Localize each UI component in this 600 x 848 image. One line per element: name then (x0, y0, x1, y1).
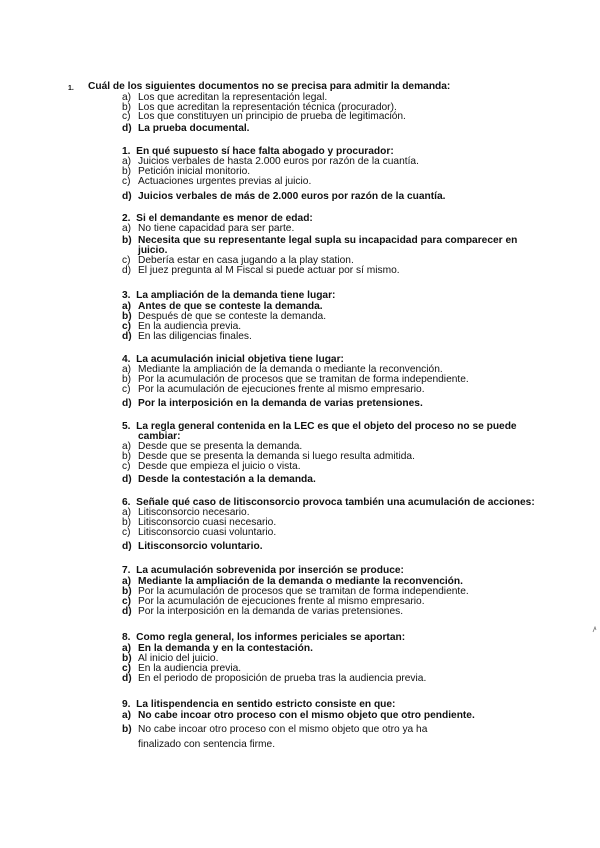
question-text: 8. Como regla general, los informes periciales se aportan: (122, 632, 406, 643)
exam-page: 1. Cuál de los siguientes documentos no se precisa para admitir la demanda: a) Los que acreditan la representación legal. b) Los que acreditan la representación técnica (procurador). c) Los que constituyen un principio de prueba de legitimación. d) La prueba documental. 1. En qué supuesto sí hace falta abogado y procurador: a) Juicios verbales de hasta 2.000 euros por razón de la cuantía. b) Petición inicial monitorio. c) Actuaciones urgentes previas al juicio. d) Juicios verbales de más de 2.000 euros por razón de la cuantía. 2. Si el demandante es menor de edad: a) No tiene capacidad para ser parte. b) Necesita que su representante legal supla su incapacidad para comparecer en juicio. c) Debería estar en casa jugando a la play station. d) El juez pregunta al M Fiscal si puede actuar por sí mismo. 3. La ampliación de la demanda tiene lugar: a) Antes de que se conteste la demanda. b) Después de que se conteste la demanda. c) En la audiencia previa. d) En las diligencias finales. 4. La acumulación inicial objetiva tiene lugar: a) Mediante la ampliación de la demanda o mediante la reconvención. b) Por la acumulación de procesos que se tramitan de forma independiente. c) Por la acumulación de ejecuciones frente al mismo empresario. d) Por la interposición en la demanda de varias pretensiones. 5. La regla general contenida en la LEC es que el objeto del proceso no se puede cambiar: a) Desde que se presenta la demanda. b) Desde que se presenta la demanda si luego resulta admitida. c) Desde que empieza el juicio o vista. d) Desde la contestación a la demanda. 6. Señale qué caso de litisconsorcio provoca también una acumulación de acciones: a) Litisconsorcio necesario. b) Litisconsorcio cuasi necesario. c) Litisconsorcio cuasi voluntario. d) Litisconsorcio voluntario. 7. La acumulación sobrevenida por inserción se produce: a) Mediante la ampliación de la demanda o mediante la reconvención. b) Por la acumulación de procesos que se tramitan de forma independiente. c) Por la acumulación de ejecuciones frente al mismo empresario. d) Por la interposición en la demanda de varias pretensiones. 8. Como regla general, los informes periciales se aportan: a) En la demanda y en la contestación. b) Al inicio del juicio. c) En la audiencia previa. d) En el periodo de proposición de prueba tras la audiencia previa. 9. La litispendencia en sentido estricto consiste en que: a) No cabe incoar otro proceso con el mismo objeto que otro pendiente. b) No cabe incoar otro proceso con el mismo objeto que otro ya ha finalizado con sentencia firme. (0, 0, 600, 848)
option-b-wrap: juicio. (138, 245, 168, 256)
question-text: 2. Si el demandante es menor de edad: (122, 213, 313, 224)
question-text: 4. La acumulación inicial objetiva tiene lugar: (122, 354, 344, 365)
question-text-cont: cambiar: (138, 431, 181, 442)
question-text: 9. La litispendencia en sentido estricto consiste en que: (122, 699, 396, 710)
scan-mark-icon (592, 626, 597, 633)
question-text: Cuál de los siguientes documentos no se precisa para admitir la demanda: (88, 81, 451, 92)
question-text: 1. En qué supuesto sí hace falta abogado y procurador: (122, 146, 394, 157)
question-text: 6. Señale qué caso de litisconsorcio provoca también una acumulación de acciones: (122, 497, 535, 508)
option-b-wrap: finalizado con sentencia firme. (138, 739, 276, 750)
question-text: 5. La regla general contenida en la LEC es que el objeto del proceso no se puede (122, 421, 517, 432)
question-number: 1. (68, 85, 74, 92)
question-text: 3. La ampliación de la demanda tiene lugar: (122, 290, 336, 301)
question-text: 7. La acumulación sobrevenida por inserción se produce: (122, 565, 404, 576)
